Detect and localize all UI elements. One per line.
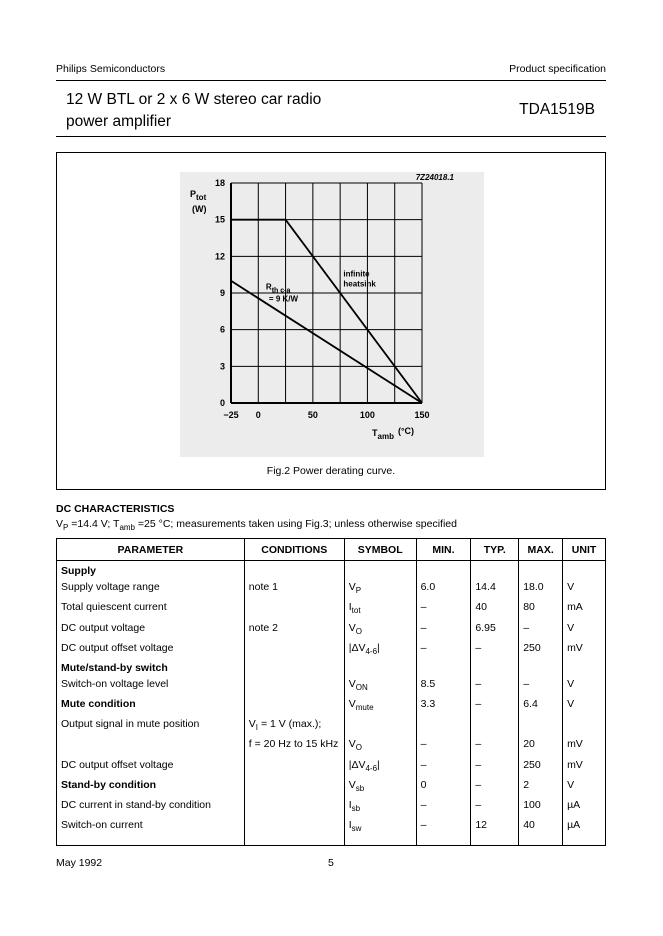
cell-typ: [471, 660, 519, 676]
cell-typ: 40: [471, 599, 519, 619]
annotation-heatsink: heatsink: [343, 279, 376, 289]
column-header: CONDITIONS: [244, 539, 344, 561]
cell-unit: mA: [563, 599, 606, 619]
table-row: [57, 579, 606, 599]
cell-parameter: Mute condition: [57, 696, 245, 716]
cell-min: –: [416, 599, 471, 619]
column-header: PARAMETER: [57, 539, 245, 561]
cell-max: 40: [519, 817, 563, 846]
cell-min: –: [416, 797, 471, 817]
cell-parameter: [57, 736, 245, 756]
cell-conditions: f = 20 Hz to 15 kHz: [244, 736, 344, 756]
annotation-9kw: = 9 K/W: [268, 294, 299, 304]
cell-unit: µA: [563, 817, 606, 846]
cell-parameter: Switch-on voltage level: [57, 676, 245, 696]
cell-symbol: $|\Delta V_{4-6}|$: [344, 757, 416, 777]
dc-conditions: $V_P =14.4$ V; $T_{amb} =25$ °C; measurements taken using Fig.3; unless otherwise specified: [56, 518, 457, 533]
cell-min: –: [416, 640, 471, 660]
cell-typ: 6.95: [471, 620, 519, 640]
annotation-rth: Rth c-a: [265, 282, 291, 295]
cell-typ: 12: [471, 817, 519, 846]
cell-symbol: $V_{sb}$: [344, 777, 416, 797]
cell-unit: V: [563, 777, 606, 797]
chart-series: [231, 220, 422, 403]
cell-conditions: [244, 797, 344, 817]
cell-max: –: [519, 676, 563, 696]
cell-conditions: [244, 561, 344, 580]
cell-typ: –: [471, 757, 519, 777]
cell-symbol: [344, 561, 416, 580]
cell-unit: µA: [563, 797, 606, 817]
cell-symbol: $V_{ON}$: [344, 676, 416, 696]
y-tick-label: 15: [214, 214, 225, 225]
cell-max: 6.4: [519, 696, 563, 716]
cell-conditions: note 2: [244, 620, 344, 640]
title-line-1: 12 W BTL or 2 x 6 W stereo car radio: [66, 91, 322, 108]
cell-conditions: [244, 817, 344, 846]
table-row: [57, 716, 606, 736]
cell-symbol: [344, 660, 416, 676]
cell-symbol: [344, 716, 416, 736]
cell-unit: [563, 660, 606, 676]
table-row: [57, 797, 606, 817]
page-number: 5: [328, 857, 334, 869]
table-row: [57, 640, 606, 660]
cell-max: [519, 561, 563, 580]
column-header: SYMBOL: [344, 539, 416, 561]
cell-max: 2: [519, 777, 563, 797]
cell-conditions: [244, 599, 344, 619]
cell-symbol: $V_P$: [344, 579, 416, 599]
table-row: [57, 599, 606, 619]
cell-parameter: DC output offset voltage: [57, 640, 245, 660]
cell-typ: –: [471, 777, 519, 797]
cell-symbol: $I_{tot}$: [344, 599, 416, 619]
x-tick-label: 0: [255, 410, 261, 420]
table-header-row: [57, 539, 606, 561]
y-tick-label: 6: [219, 324, 225, 335]
cell-parameter: DC output voltage: [57, 620, 245, 640]
cell-typ: –: [471, 797, 519, 817]
cell-unit: mV: [563, 757, 606, 777]
table-row: [57, 676, 606, 696]
cell-parameter: Output signal in mute position: [57, 716, 245, 736]
cell-conditions: $V_I = 1$ V (max.);: [244, 716, 344, 736]
footer-date: May 1992: [56, 857, 103, 869]
cell-symbol: $V_{mute}$: [344, 696, 416, 716]
cell-typ: –: [471, 640, 519, 660]
x-axis-label: Tamb(°C): [372, 426, 415, 441]
cell-conditions: [244, 660, 344, 676]
cell-min: –: [416, 817, 471, 846]
cell-max: 20: [519, 736, 563, 756]
cell-min: [416, 660, 471, 676]
column-header: UNIT: [563, 539, 606, 561]
cell-min: 6.0: [416, 579, 471, 599]
series-line-1: [231, 281, 422, 403]
title-line-2: power amplifier: [66, 113, 172, 130]
cell-unit: [563, 561, 606, 580]
y-tick-label: 18: [214, 178, 225, 188]
table-row: [57, 561, 606, 580]
cell-min: 0: [416, 777, 471, 797]
cell-max: 80: [519, 599, 563, 619]
cell-parameter: Stand-by condition: [57, 777, 245, 797]
cell-symbol: $|\Delta V_{4-6}|$: [344, 640, 416, 660]
cell-unit: V: [563, 696, 606, 716]
dc-characteristics-table: [56, 538, 606, 846]
column-header: MAX.: [519, 539, 563, 561]
table-row: [57, 777, 606, 797]
figure-caption: Fig.2 Power derating curve.: [266, 465, 396, 477]
cell-symbol: $V_O$: [344, 736, 416, 756]
cell-typ: –: [471, 736, 519, 756]
cell-conditions: [244, 777, 344, 797]
cell-conditions: [244, 676, 344, 696]
y-axis-unit: (W): [192, 204, 207, 214]
cell-parameter: Mute/stand-by switch: [57, 660, 245, 676]
y-tick-label: 12: [214, 251, 225, 262]
x-tick-label: 50: [307, 410, 318, 420]
cell-unit: [563, 716, 606, 736]
table-row: [57, 696, 606, 716]
cell-unit: mV: [563, 640, 606, 660]
cell-max: –: [519, 620, 563, 640]
cell-max: [519, 716, 563, 736]
annotation-infinite: infinite: [343, 269, 370, 279]
cell-min: 3.3: [416, 696, 471, 716]
dc-heading: DC CHARACTERISTICS: [56, 503, 175, 515]
cell-parameter: DC output offset voltage: [57, 757, 245, 777]
y-tick-label: 9: [219, 288, 225, 298]
x-tick-label: 100: [359, 410, 375, 420]
company-name: Philips Semiconductors: [56, 63, 166, 75]
cell-unit: V: [563, 676, 606, 696]
chart-annotations: [266, 270, 376, 304]
cell-max: 250: [519, 640, 563, 660]
y-axis-label: Ptot: [190, 189, 207, 202]
series-line-0: [231, 220, 422, 403]
cell-conditions: [244, 640, 344, 660]
cell-typ: –: [471, 676, 519, 696]
cell-max: [519, 660, 563, 676]
cell-typ: 14.4: [471, 579, 519, 599]
cell-min: –: [416, 620, 471, 640]
cell-parameter: Supply: [57, 561, 245, 580]
table-row: [57, 736, 606, 756]
x-tick-label: −25: [223, 410, 239, 420]
cell-conditions: [244, 696, 344, 716]
x-tick-label: 150: [414, 410, 430, 420]
cell-max: 250: [519, 757, 563, 777]
column-header: MIN.: [416, 539, 471, 561]
cell-min: 8.5: [416, 676, 471, 696]
cell-max: 18.0: [519, 579, 563, 599]
table-row: [57, 620, 606, 640]
y-tick-label: 3: [219, 361, 225, 372]
cell-symbol: $I_{sw}$: [344, 817, 416, 846]
part-number: TDA1519B: [519, 101, 595, 118]
cell-unit: mV: [563, 736, 606, 756]
y-tick-label: 0: [219, 398, 225, 408]
cell-unit: V: [563, 579, 606, 599]
cell-unit: V: [563, 620, 606, 640]
table-row: [57, 660, 606, 676]
chart-ticks: [215, 178, 430, 420]
cell-parameter: Switch-on current: [57, 817, 245, 846]
cell-symbol: $V_O$: [344, 620, 416, 640]
cell-min: –: [416, 757, 471, 777]
cell-conditions: [244, 757, 344, 777]
column-header: TYP.: [471, 539, 519, 561]
cell-parameter: Total quiescent current: [57, 599, 245, 619]
cell-typ: –: [471, 696, 519, 716]
cell-typ: [471, 716, 519, 736]
cell-max: 100: [519, 797, 563, 817]
cell-min: –: [416, 736, 471, 756]
table-row: [57, 757, 606, 777]
table-row: [57, 817, 606, 846]
cell-parameter: DC current in stand-by condition: [57, 797, 245, 817]
figure-code: 7Z24018.1: [415, 173, 454, 182]
cell-symbol: $I_{sb}$: [344, 797, 416, 817]
cell-conditions: note 1: [244, 579, 344, 599]
chart-grid: [231, 183, 422, 403]
cell-parameter: Supply voltage range: [57, 579, 245, 599]
cell-min: [416, 716, 471, 736]
cell-min: [416, 561, 471, 580]
spec-type: Product specification: [509, 63, 606, 75]
cell-typ: [471, 561, 519, 580]
